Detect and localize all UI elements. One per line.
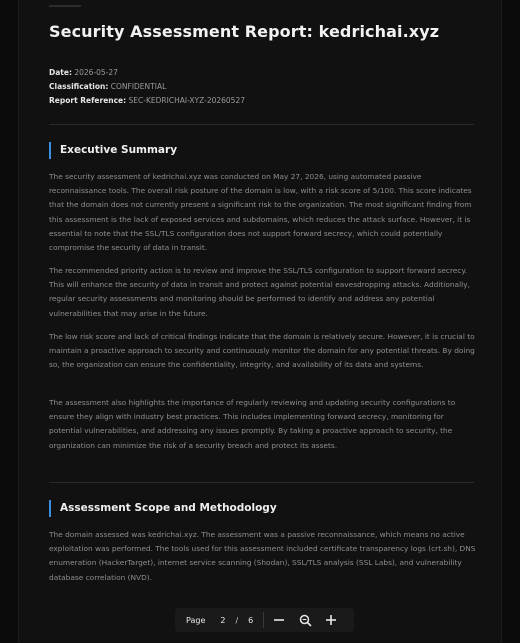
meta-value: SEC-KEDRICHAI-XYZ-20260527 <box>128 96 246 105</box>
zoom-reset-button[interactable] <box>294 609 316 631</box>
section-heading-executive-summary: Executive Summary <box>49 142 474 159</box>
section-heading-scope: Assessment Scope and Methodology <box>49 500 474 517</box>
total-pages: 6 <box>248 615 254 625</box>
meta-value: CONFIDENTIAL <box>110 82 167 91</box>
page-title: Security Assessment Report: kedrichai.xyz <box>49 22 440 41</box>
meta-value: 2026-05-27 <box>74 68 118 77</box>
minus-icon <box>273 614 285 626</box>
document-page <box>18 0 502 643</box>
report-meta <box>49 66 479 108</box>
meta-key: Report Reference: <box>49 96 127 105</box>
meta-date <box>49 66 479 80</box>
divider <box>49 124 474 125</box>
plus-icon <box>325 614 337 626</box>
meta-classification <box>49 80 479 94</box>
paragraph: The domain assessed was kedrichai.xyz. The assessment was a passive reconnaissance, which means no active exploitation was performed. The tools used for this assessment included certificate transparency logs (crt.sh), DNS enumeration (HackerTarget), internet service scanning (Shodan), SSL/TLS analysis (SSL Labs), and vulnerability database correlation (NVD). <box>49 530 476 582</box>
paragraph: The assessment also highlights the importance of regularly reviewing and updating security configurations to ensure they align with industry best practices. This includes implementing forward secrecy, monitoring for potential vulnerabilities, and addressing any issues promptly. By taking a proactive approach to security, the organization can minimize the risk of a security breach and protect its assets. <box>49 398 456 450</box>
meta-key: Classification: <box>49 82 109 91</box>
meta-key: Date: <box>49 68 72 77</box>
paragraph: The recommended priority action is to review and improve the SSL/TLS configuration to support forward secrecy. This will enhance the security of data in transit and protect against potential eavesdropping attacks. Additionally, regular security assessments and monitoring should be performed to identify and address any potential vulnerabilities that may arise in the future. <box>49 266 470 318</box>
meta-reference <box>49 94 479 108</box>
zoom-icon <box>299 614 312 627</box>
page-separator: / <box>235 615 239 625</box>
zoom-out-button[interactable] <box>268 609 290 631</box>
paragraph: The low risk score and lack of critical findings indicate that the domain is relatively secure. However, it is crucial to maintain a proactive approach to security and continuously monitor the domain for any potential threats. By doing so, the organization can ensure the confidentiality, integrity, and availability of its data and systems. <box>49 332 475 370</box>
page-label: Page <box>186 615 206 625</box>
toolbar-divider <box>263 612 264 628</box>
divider <box>49 482 474 483</box>
paragraph: The security assessment of kedrichai.xyz was conducted on May 27, 2026, using automated passive reconnaissance tools. The overall risk posture of the domain is low, with a risk score of 5/100. This score indicates that the domain does not currently present a significant risk to the organization. The most significant finding from this assessment is the lack of exposed services and subdomains, which reduces the attack surface. However, it is essential to note that the SSL/TLS configuration does not support forward secrecy, which could potentially compromise the security of data in transit. <box>49 172 472 253</box>
current-page-input[interactable]: 2 <box>220 615 226 625</box>
page-navigation-toolbar <box>175 608 354 632</box>
zoom-in-button[interactable] <box>320 609 342 631</box>
top-divider <box>49 5 81 7</box>
